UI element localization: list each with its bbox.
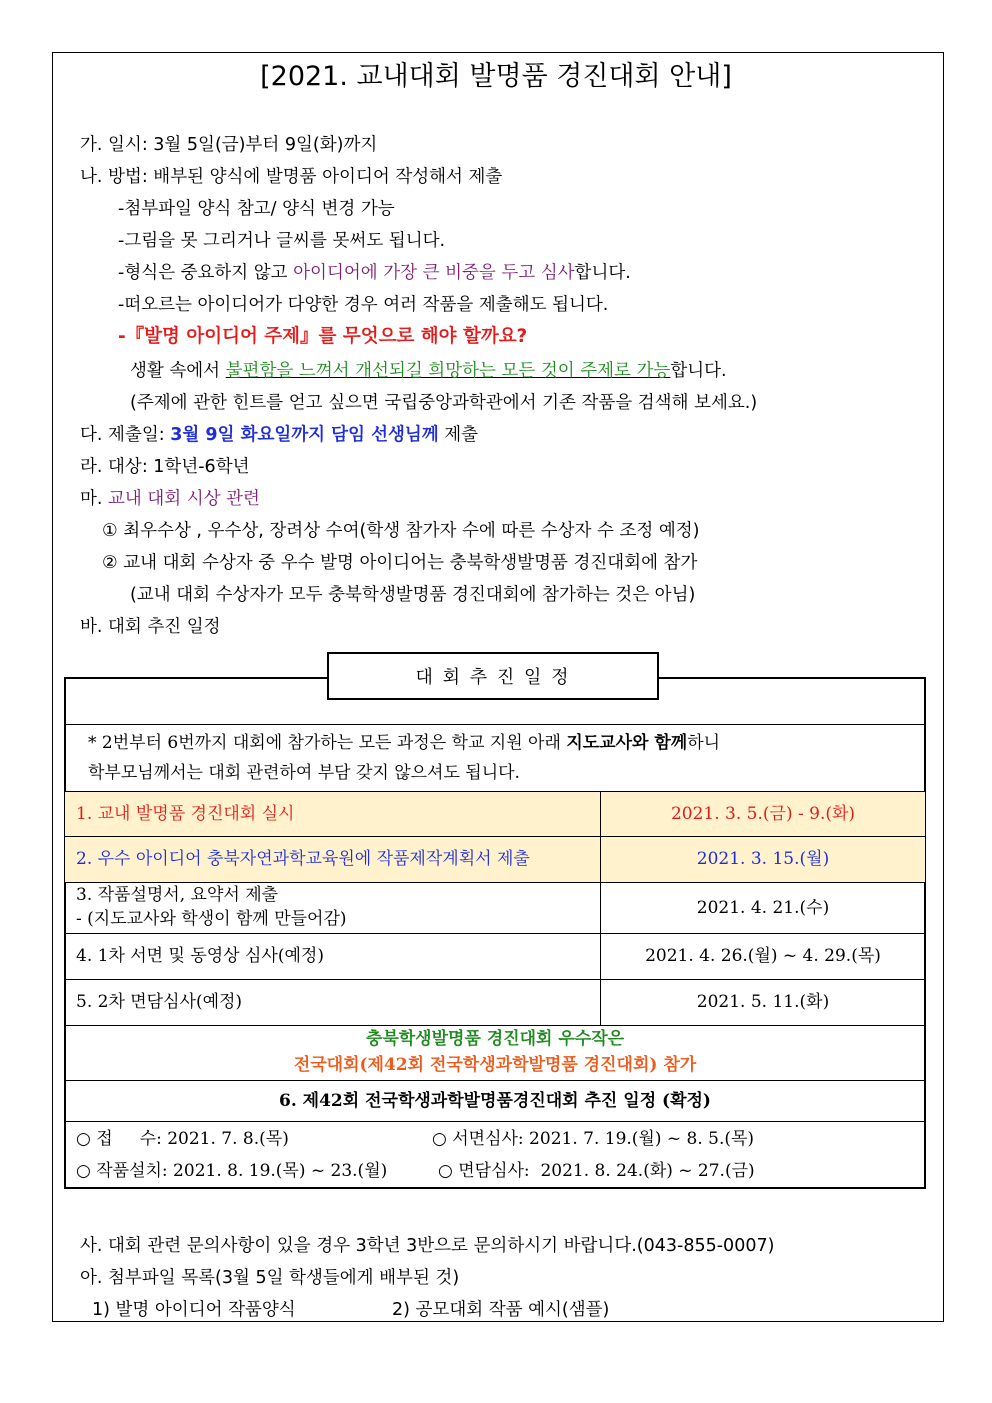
schedule-row-4-date: 2021. 4. 26.(월) ~ 4. 29.(목) [645, 946, 881, 966]
schedule-row-2-label: 2. 우수 아이디어 충북자연과학교육원에 작품제작계획서 제출 [76, 849, 530, 869]
schedule-row-3-sublabel: - (지도교사와 학생이 함께 만들어감) [76, 909, 347, 929]
national-doc-review: ○ 서면심사: 2021. 7. 19.(월) ~ 8. 5.(목) [432, 1129, 755, 1149]
item-target: 라. 대상: 1학년-6학년 [80, 457, 250, 477]
item-schedule: 바. 대회 추진 일정 [80, 617, 221, 637]
promo-line-1: 충북학생발명품 경진대회 우수작은 [365, 1029, 625, 1049]
item-deadline: 다. 제출일: 3월 9일 화요일까지 담임 선생님께 제출 [80, 425, 479, 445]
schedule-row-5-label: 5. 2차 면담심사(예정) [76, 992, 243, 1012]
method-note-4: -떠오르는 아이디어가 다양한 경우 여러 작품을 제출해도 됩니다. [118, 295, 609, 315]
item-inquiry: 사. 대회 관련 문의사항이 있을 경우 3학년 3반으로 문의하시기 바랍니다.(043-855-0007) [80, 1236, 775, 1256]
schedule-row-3-date: 2021. 4. 21.(수) [696, 898, 830, 918]
item-method: 나. 방법: 배부된 양식에 발명품 아이디어 작성해서 제출 [80, 167, 503, 187]
award-note-2: ② 교내 대회 수상자 중 우수 발명 아이디어는 충북학생발명품 경진대회에 참가 [102, 553, 698, 573]
topic-answer-highlight: 불편함을 느껴서 개선되길 희망하는 모든 것이 주제로 가능 [225, 361, 671, 381]
schedule-note-1: * 2번부터 6번까지 대회에 참가하는 모든 과정은 학교 지원 아래 지도교사와 함께하니 [88, 733, 721, 753]
national-install: ○ 작품설치: 2021. 8. 19.(목) ~ 23.(월) [76, 1161, 388, 1181]
topic-answer: 생활 속에서 불편함을 느껴서 개선되길 희망하는 모든 것이 주제로 가능합니다. [130, 361, 727, 381]
method-note-1: -첨부파일 양식 참고/ 양식 변경 가능 [118, 199, 395, 219]
topic-hint: (주제에 관한 힌트를 얻고 싶으면 국립중앙과학관에서 기존 작품을 검색해 보세요.) [130, 393, 758, 413]
schedule-row-6: 6. 제42회 전국학생과학발명품경진대회 추진 일정 (확정) [279, 1091, 711, 1111]
topic-question: -『발명 아이디어 주제』를 무엇으로 해야 할까요? [118, 326, 528, 347]
schedule-row-4-label: 4. 1차 서면 및 동영상 심사(예정) [76, 946, 324, 966]
schedule-row-2-date: 2021. 3. 15.(월) [696, 849, 830, 869]
attachment-2: 2) 공모대회 작품 예시(샘플) [392, 1300, 610, 1320]
page-title: [2021. 교내대회 발명품 경진대회 안내] [260, 61, 732, 92]
award-highlight: 교내 대회 시상 관련 [108, 489, 260, 509]
method-note-3: -형식은 중요하지 않고 아이디어에 가장 큰 비중을 두고 심사합니다. [118, 263, 631, 283]
method-note-3-highlight: 아이디어에 가장 큰 비중을 두고 심사 [293, 263, 575, 283]
deadline-highlight: 3월 9일 화요일까지 담임 선생님께 [170, 425, 439, 445]
schedule-row-1-label: 1. 교내 발명품 경진대회 실시 [76, 804, 295, 824]
schedule-note-2: 학부모님께서는 대회 관련하여 부담 갖지 않으셔도 됩니다. [88, 763, 520, 783]
national-receipt: ○ 접 수: 2021. 7. 8.(목) [76, 1129, 289, 1149]
schedule-row-5-date: 2021. 5. 11.(화) [696, 992, 830, 1012]
attachment-1: 1) 발명 아이디어 작품양식 [92, 1300, 296, 1320]
item-date: 가. 일시: 3월 5일(금)부터 9일(화)까지 [80, 135, 378, 155]
award-note-1: ① 최우수상 , 우수상, 장려상 수여(학생 참가자 수에 따른 수상자 수 조정 예정) [102, 521, 700, 541]
national-interview: ○ 면담심사: 2021. 8. 24.(화) ~ 27.(금) [438, 1161, 755, 1181]
promo-line-2: 전국대회(제42회 전국학생과학발명품 경진대회) 참가 [293, 1055, 697, 1075]
schedule-title: 대 회 추 진 일 정 [327, 652, 659, 700]
method-note-2: -그림을 못 그리거나 글씨를 못써도 됩니다. [118, 231, 446, 251]
schedule-row-3-label: 3. 작품설명서, 요약서 제출 [76, 885, 279, 905]
award-note-3: (교내 대회 수상자가 모두 충북학생발명품 경진대회에 참가하는 것은 아님) [130, 585, 696, 605]
schedule-row-1-date: 2021. 3. 5.(금) - 9.(화) [670, 804, 856, 824]
item-attachments: 아. 첨부파일 목록(3월 5일 학생들에게 배부된 것) [80, 1268, 460, 1288]
item-award: 마. 교내 대회 시상 관련 [80, 489, 260, 509]
schedule-note-highlight: 지도교사와 함께 [566, 733, 688, 753]
